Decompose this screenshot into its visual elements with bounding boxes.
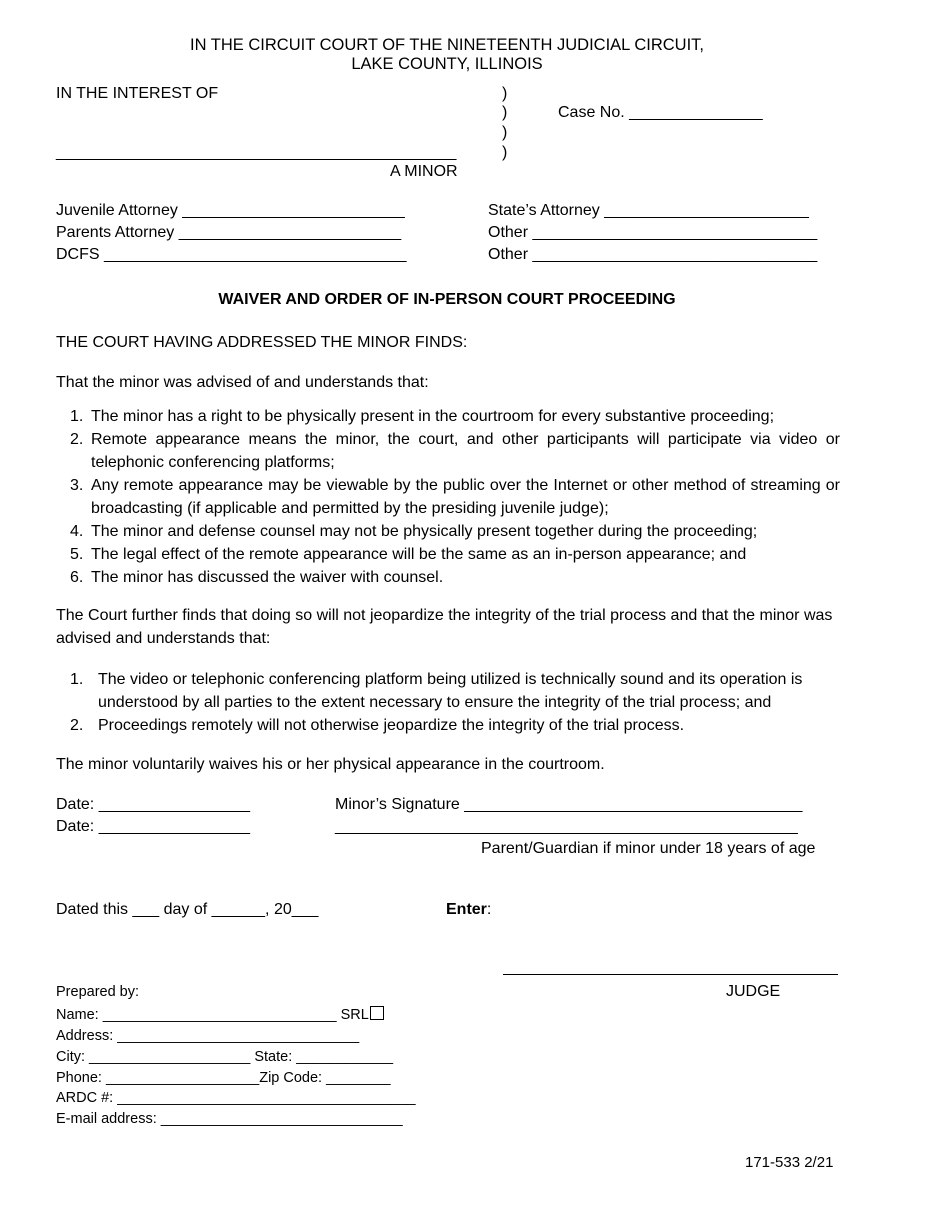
prepared-by-heading: Prepared by:: [56, 984, 140, 1000]
list-item: [56, 474, 840, 520]
list-item: [56, 405, 840, 428]
list-item: [56, 543, 840, 566]
document-title: WAIVER AND ORDER OF IN-PERSON COURT PROCEEDING: [218, 291, 676, 308]
caption-paren: ): [502, 85, 508, 102]
other-field-1[interactable]: Other ________________________________: [488, 224, 818, 241]
parents-attorney-field[interactable]: Parents Attorney _________________________: [56, 224, 402, 241]
prepared-name-text: Name: _____________________________ SRL: [56, 1007, 369, 1023]
dated-this-field[interactable]: Dated this ___ day of ______, 20___: [56, 901, 319, 918]
parent-guardian-label: Parent/Guardian if minor under 18 years of age: [481, 840, 816, 857]
list-item-number: 1.: [70, 408, 84, 425]
list-item-text: Proceedings remotely will not otherwise jeopardize the integrity of the trial process.: [98, 717, 685, 734]
waiver-statement: The minor voluntarily waives his or her physical appearance in the courtroom.: [56, 756, 605, 773]
list-item-number: 3.: [70, 477, 84, 494]
caption-paren: ): [502, 104, 508, 121]
enter-label: [446, 901, 491, 919]
list-item-text: The minor and defense counsel may not be physically present together during the proceeding;: [91, 523, 758, 540]
list-item: [56, 520, 840, 543]
srl-checkbox[interactable]: [370, 1006, 384, 1020]
list-item-number: 2.: [70, 431, 84, 448]
caption-paren: ): [502, 124, 508, 141]
states-attorney-field[interactable]: State’s Attorney _______________________: [488, 202, 809, 219]
prepared-address-field[interactable]: Address: ______________________________: [56, 1028, 360, 1044]
judge-signature-line[interactable]: [503, 974, 838, 975]
list-item-text: The video or telephonic conferencing platform being utilized is technically sound and its operation is understood by all parties to the extent necessary to ensure the integrity of the trial process; and: [98, 671, 803, 711]
form-number: 171-533 2/21: [745, 1154, 834, 1171]
caption-paren: ): [502, 144, 508, 161]
juvenile-attorney-field[interactable]: Juvenile Attorney _________________________: [56, 202, 405, 219]
other-field-2[interactable]: Other ________________________________: [488, 246, 818, 263]
a-minor-label: A MINOR: [390, 163, 458, 180]
list-item-number: 4.: [70, 523, 84, 540]
enter-label-text: Enter: [446, 901, 487, 918]
parent-signature-line[interactable]: ____________________________________________________: [335, 818, 798, 835]
advised-intro: That the minor was advised of and understands that:: [56, 374, 429, 391]
prepared-city-state-field[interactable]: City: ____________________ State: ____________: [56, 1049, 394, 1065]
list-item-text: Any remote appearance may be viewable by the public over the Internet or other method of streaming or broadcasting (if applicable and permitted by the presiding juvenile judge);: [91, 477, 840, 517]
prepared-name-field[interactable]: [56, 1006, 384, 1023]
prepared-ardc-field[interactable]: ARDC #: _____________________________________: [56, 1090, 416, 1106]
further-list: [56, 668, 840, 737]
date-field-2[interactable]: Date: _________________: [56, 818, 250, 835]
dcfs-field[interactable]: DCFS __________________________________: [56, 246, 407, 263]
list-item: [56, 714, 840, 737]
minor-name-line[interactable]: _____________________________________________: [56, 144, 457, 161]
date-field-1[interactable]: Date: _________________: [56, 796, 250, 813]
further-finds-paragraph: The Court further finds that doing so will not jeopardize the integrity of the trial process and that the minor was advised and understands that:: [56, 607, 833, 647]
case-number-field[interactable]: Case No. _______________: [558, 104, 763, 121]
advised-list: [56, 405, 840, 589]
interest-of-label: IN THE INTEREST OF: [56, 85, 219, 102]
list-item-number: 1.: [70, 671, 84, 688]
minor-signature-field[interactable]: Minor’s Signature ______________________________________: [335, 796, 803, 813]
list-item-number: 5.: [70, 546, 84, 563]
list-item: [56, 668, 840, 714]
list-item: [56, 428, 840, 474]
list-item: [56, 566, 840, 589]
enter-colon: :: [486, 901, 492, 918]
findings-heading: THE COURT HAVING ADDRESSED THE MINOR FINDS:: [56, 334, 468, 351]
list-item-text: Remote appearance means the minor, the court, and other participants will participate via video or telephonic conferencing platforms;: [91, 431, 840, 471]
list-item-text: The minor has discussed the waiver with counsel.: [91, 569, 444, 586]
court-header-line2: LAKE COUNTY, ILLINOIS: [351, 55, 543, 73]
list-item-number: 2.: [70, 717, 84, 734]
judge-label: JUDGE: [726, 983, 781, 1000]
prepared-phone-zip-field[interactable]: Phone: ___________________Zip Code: ________: [56, 1070, 391, 1086]
list-item-text: The legal effect of the remote appearance will be the same as an in-person appearance; and: [91, 546, 747, 563]
list-item-number: 6.: [70, 569, 84, 586]
court-header-line1: IN THE CIRCUIT COURT OF THE NINETEENTH JUDICIAL CIRCUIT,: [190, 36, 704, 54]
list-item-text: The minor has a right to be physically present in the courtroom for every substantive proceeding;: [91, 408, 775, 425]
prepared-email-field[interactable]: E-mail address: ______________________________: [56, 1111, 403, 1127]
